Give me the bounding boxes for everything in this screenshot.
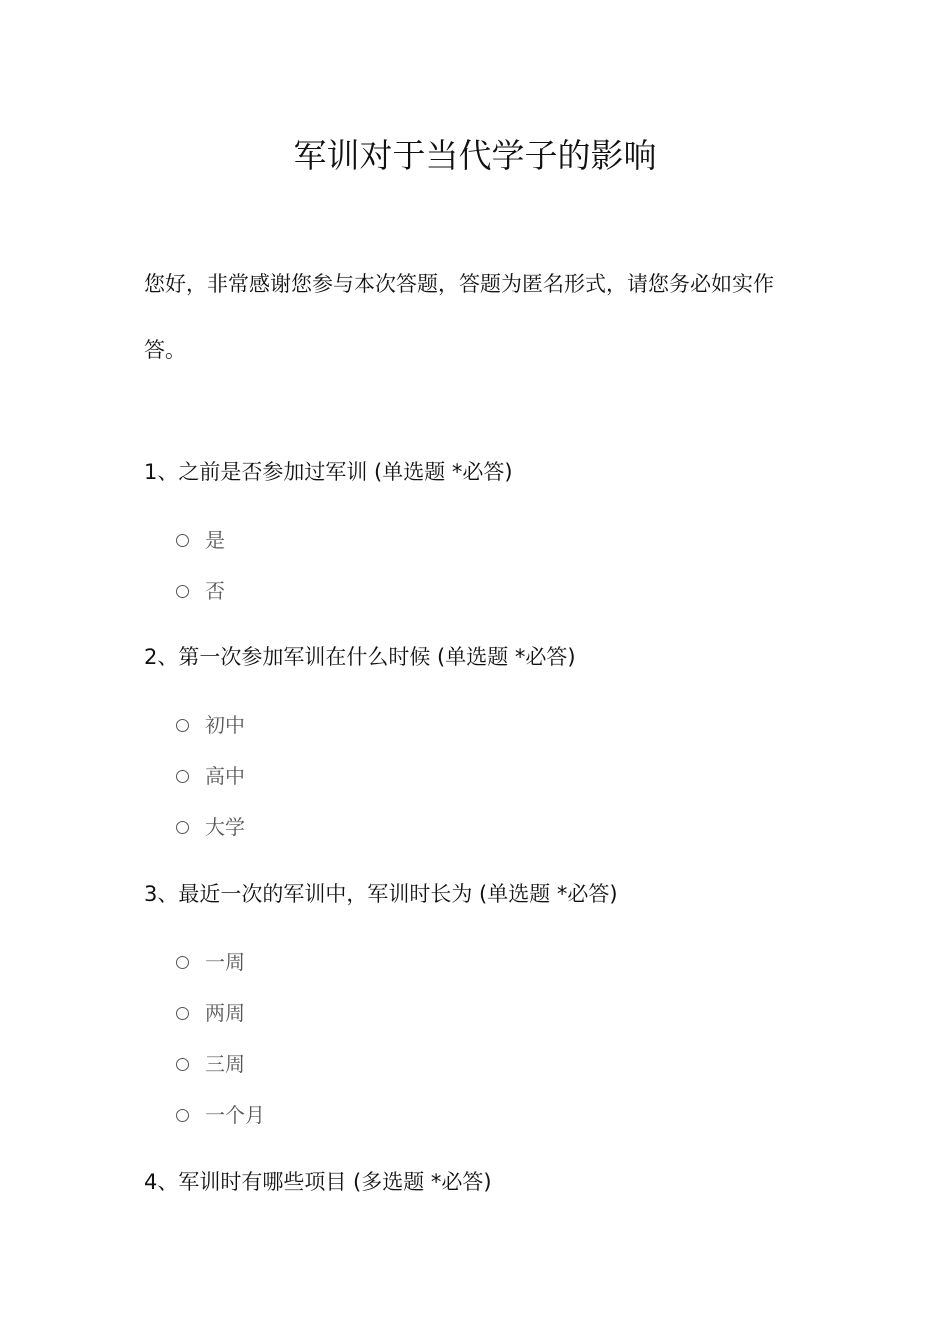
option-label: 一个月 <box>205 1103 265 1127</box>
radio-icon[interactable] <box>176 1007 189 1020</box>
intro-text: 您好，非常感谢您参与本次答题，答题为匿名形式，请您务必如实作答。 <box>144 272 774 362</box>
option-q1-1[interactable] <box>176 525 225 555</box>
radio-icon[interactable] <box>176 821 189 834</box>
option-q2-1[interactable] <box>176 710 245 740</box>
option-q3-1[interactable] <box>176 947 245 977</box>
option-q2-2[interactable] <box>176 761 245 791</box>
option-label: 是 <box>205 528 225 552</box>
option-q2-3[interactable] <box>176 812 245 842</box>
option-label: 三周 <box>205 1052 245 1076</box>
radio-icon[interactable] <box>176 534 189 547</box>
option-label: 高中 <box>205 764 245 788</box>
question-4: 4、军训时有哪些项目 (多选题 *必答) <box>144 1170 492 1194</box>
option-q3-3[interactable] <box>176 1049 245 1079</box>
radio-icon[interactable] <box>176 1109 189 1122</box>
page-title: 军训对于当代学子的影响 <box>293 136 657 175</box>
radio-icon[interactable] <box>176 770 189 783</box>
option-label: 两周 <box>205 1001 245 1025</box>
option-label: 初中 <box>205 713 245 737</box>
radio-icon[interactable] <box>176 719 189 732</box>
question-2: 2、第一次参加军训在什么时候 (单选题 *必答) <box>144 645 576 669</box>
option-q3-2[interactable] <box>176 998 245 1028</box>
question-1: 1、之前是否参加过军训 (单选题 *必答) <box>144 460 513 484</box>
radio-icon[interactable] <box>176 956 189 969</box>
option-label: 一周 <box>205 950 245 974</box>
option-q3-4[interactable] <box>176 1100 265 1130</box>
option-label: 否 <box>205 579 225 603</box>
option-label: 大学 <box>205 815 245 839</box>
question-3: 3、最近一次的军训中，军训时长为 (单选题 *必答) <box>144 882 618 906</box>
radio-icon[interactable] <box>176 1058 189 1071</box>
radio-icon[interactable] <box>176 585 189 598</box>
option-q1-2[interactable] <box>176 576 225 606</box>
